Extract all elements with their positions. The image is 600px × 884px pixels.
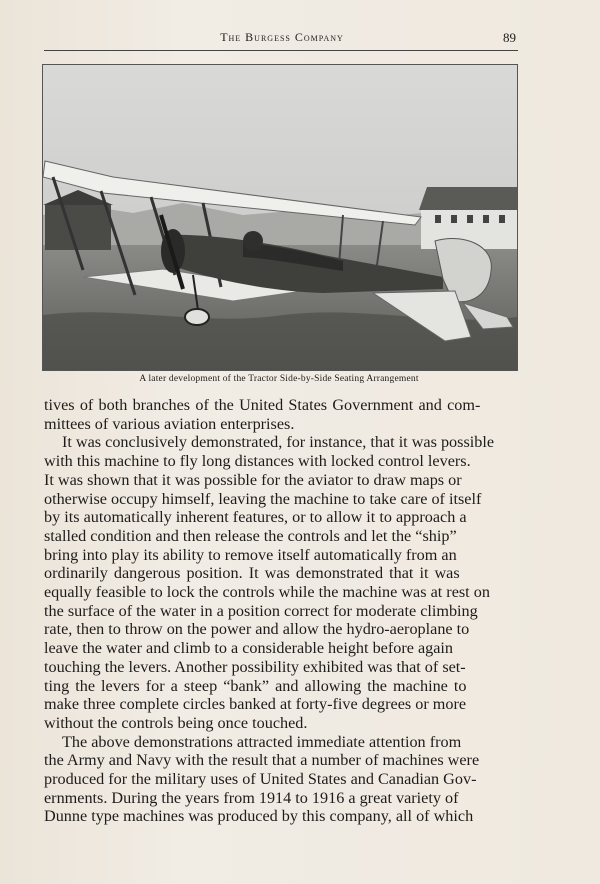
page-number: 89	[503, 30, 516, 45]
text-line: ernments. During the years from 1914 to 1916 a great variety of	[44, 788, 459, 807]
text-line: the surface of the water in a position correct for moderate climbing	[44, 601, 478, 620]
header-rule	[44, 50, 518, 51]
text-line: ordinarily dangerous position. It was demonstrated that it was	[44, 564, 460, 583]
text-line: the Army and Navy with the result that a number of machines were	[44, 751, 480, 770]
text-line: ting the levers for a steep “bank” and allowing the machine to	[44, 676, 467, 695]
text-line: Dunne type machines was produced by this company, all of which	[44, 807, 474, 826]
running-title: The Burgess Company	[220, 30, 344, 44]
text-line: leave the water and climb to a considerable height before again	[44, 639, 454, 658]
text-line: make three complete circles banked at forty-five degrees or more	[44, 695, 467, 714]
biplane-photograph	[42, 64, 518, 371]
text-line: It was conclusively demonstrated, for instance, that it was possible	[62, 433, 495, 452]
body-text	[44, 396, 528, 826]
text-line: by its automatically inherent features, or to allow it to approach a	[44, 508, 467, 527]
running-header	[46, 30, 518, 48]
figure-caption: A later development of the Tractor Side-by-Side Seating Arrangement	[139, 374, 419, 384]
text-line: rate, then to throw on the power and allow the hydro-aeroplane to	[44, 620, 470, 639]
text-line: It was shown that it was possible for the aviator to draw maps or	[44, 470, 462, 489]
text-line: otherwise occupy himself, leaving the machine to take care of itself	[44, 489, 482, 508]
text-line: tives of both branches of the United States Government and com-	[44, 396, 481, 414]
text-line: bring into play its ability to remove itself automatically from an	[44, 545, 457, 564]
text-line: produced for the military uses of United States and Canadian Gov-	[44, 770, 477, 789]
text-line: touching the levers. Another possibility exhibited was that of set-	[44, 657, 466, 676]
text-line: stalled condition and then release the controls and let the “ship”	[44, 526, 457, 545]
text-line: with this machine to fly long distances with locked control levers.	[44, 452, 471, 471]
text-line: mittees of various aviation enterprises.	[44, 414, 295, 433]
text-line: without the controls being once touched.	[44, 713, 308, 732]
text-line: The above demonstrations attracted immediate attention from	[62, 732, 462, 751]
text-line: equally feasible to lock the controls while the machine was at rest on	[44, 583, 490, 602]
